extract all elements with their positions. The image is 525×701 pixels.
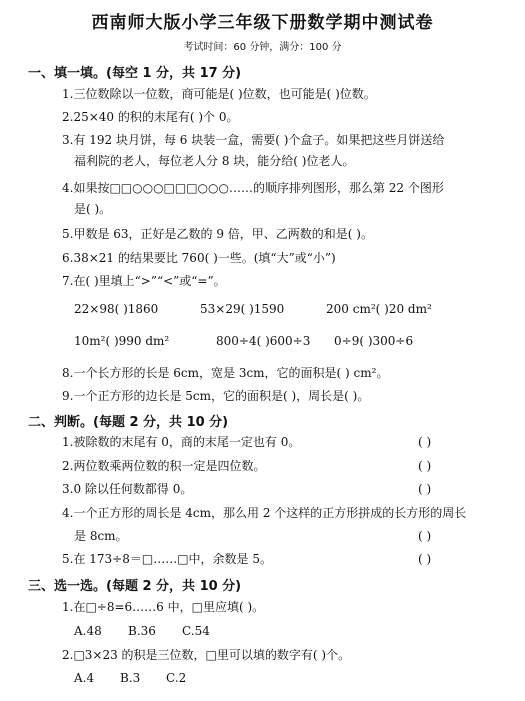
s1-q7-item: 10m²( )990 dm² (74, 334, 170, 348)
s3-q2: 2.□3×23 的积是三位数，□里可以填的数字有( )个。 (62, 648, 351, 662)
s2-q1: 1.被除数的末尾有 0，商的末尾一定也有 0。 (62, 435, 301, 449)
s3-q1: 1.在□÷8=6……6 中，□里应填( )。 (62, 600, 265, 614)
s2-q4-line1: 4.一个正方形的周长是 4cm，那么用 2 个这样的正方形拼成的长方形的周长 (62, 506, 467, 520)
s3-q1-option: B.36 (128, 624, 156, 638)
s1-q9: 9.一个正方形的边长是 5cm，它的面积是( )，周长是( )。 (62, 389, 370, 403)
answer-paren: ( ) (418, 459, 432, 473)
section-2-heading: 二、判断。(每题 2 分，共 10 分) (28, 415, 229, 430)
section-3-heading: 三、选一选。(每题 2 分，共 10 分) (28, 579, 242, 594)
answer-paren: ( ) (418, 552, 432, 566)
s1-q4-line2: 是( )。 (74, 202, 112, 216)
s1-q7-item: 200 cm²( )20 dm² (326, 302, 432, 316)
s1-q6: 6.38×21 的结果要比 760( )一些。(填“大”或“小”) (62, 251, 336, 265)
s1-q3-line1: 3.有 192 块月饼，每 6 块装一盒，需要( )个盒子。如果把这些月饼送给 (62, 133, 445, 147)
s2-q2: 2.两位数乘两位数的积一定是四位数。 (62, 459, 266, 473)
s1-q4-line1: 4.如果按□□○○○□□□○○○……的顺序排列图形，那么第 22 个图形 (62, 181, 444, 195)
s1-q3-line2: 福利院的老人，每位老人分 8 块，能分给( )位老人。 (74, 154, 355, 168)
s1-q7-item: 800÷4( )600÷3 (216, 334, 311, 348)
s1-q7: 7.在( )里填上“>”“<”或“=”。 (62, 274, 226, 288)
page-title: 西南师大版小学三年级下册数学期中测试卷 (91, 13, 434, 33)
s1-q7-item: 0÷9( )300÷6 (334, 334, 414, 348)
s3-q2-option: C.2 (166, 671, 187, 685)
s1-q7-item: 22×98( )1860 (74, 302, 159, 316)
s3-q2-option: B.3 (120, 671, 141, 685)
s3-q2-option: A.4 (74, 671, 95, 685)
answer-paren: ( ) (418, 435, 432, 449)
s2-q3: 3.0 除以任何数都得 0。 (62, 482, 193, 496)
answer-paren: ( ) (418, 482, 432, 496)
exam-info: 考试时间：60 分钟，满分：100 分 (183, 42, 342, 53)
s3-q1-option: C.54 (182, 624, 210, 638)
s1-q5: 5.甲数是 63，正好是乙数的 9 倍，甲、乙两数的和是( )。 (62, 227, 373, 241)
s3-q1-option: A.48 (74, 624, 102, 638)
s2-q4-line2: 是 8cm。 (74, 529, 128, 543)
s2-q5: 5.在 173÷8＝□……□中，余数是 5。 (62, 552, 272, 566)
answer-paren: ( ) (418, 529, 432, 543)
s1-q8: 8.一个长方形的长是 6cm，宽是 3cm，它的面积是( ) cm²。 (62, 366, 389, 380)
section-1-heading: 一、填一填。(每空 1 分，共 17 分) (28, 66, 242, 81)
s1-q7-item: 53×29( )1590 (200, 302, 285, 316)
s1-q2: 2.25×40 的积的末尾有( )个 0。 (62, 110, 239, 124)
s1-q1: 1.三位数除以一位数，商可能是( )位数，也可能是( )位数。 (62, 87, 376, 101)
